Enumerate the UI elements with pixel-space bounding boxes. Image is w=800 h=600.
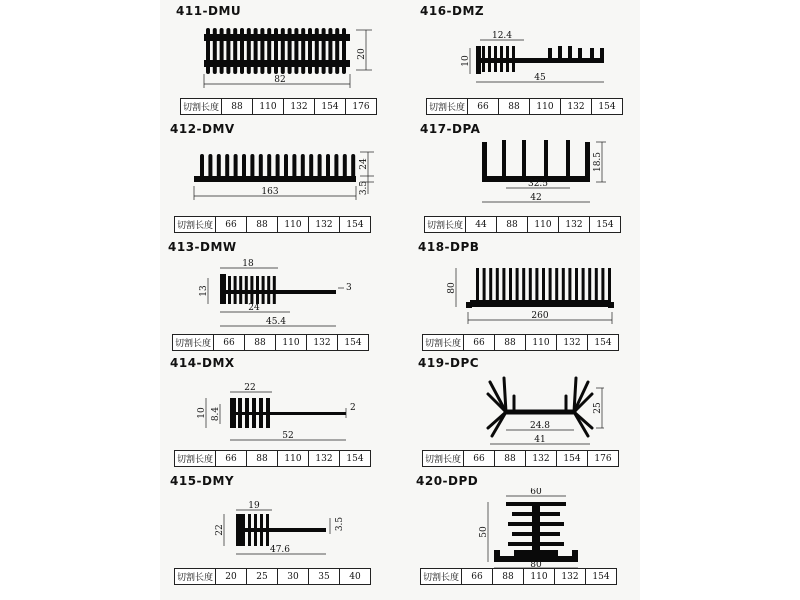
dimension-label: 80 [447,282,457,294]
fin [239,276,242,304]
fin [266,514,269,546]
dimension-label: 163 [261,187,279,197]
fin [315,28,319,74]
cut-length-table [174,568,371,585]
fin [254,514,257,546]
dimension-label: 13 [199,285,209,297]
dimension-label: 24 [248,303,260,313]
fin [260,514,263,546]
fin [234,276,237,304]
fin [256,276,259,304]
cut-length-value: 66 [464,335,495,351]
dimension-label: 3 [346,283,352,293]
cut-length-value: 154 [557,451,588,467]
fin [220,28,224,74]
heatsink-profile-drawing [170,370,410,450]
product-code: 419-DPC [418,356,480,370]
cut-length-label: 切割长度 [423,335,464,351]
fin [266,398,270,428]
fin [247,28,251,74]
fin-array [220,274,336,304]
fin [342,28,346,74]
dimension-label: 24.8 [529,421,551,431]
fin [292,154,296,178]
cut-length-value: 110 [528,217,559,233]
fin [494,46,497,72]
fin [259,398,263,428]
product-418-dpb [418,240,658,358]
fin [245,398,249,428]
cut-length-value: 132 [284,99,315,115]
fin [273,276,276,304]
dimension-label: 22 [215,524,225,536]
cut-length-value: 30 [278,569,309,585]
cut-length-label: 切割长度 [175,569,216,585]
product-420-dpd [416,474,656,592]
product-code: 420-DPD [416,474,479,488]
fin [250,276,253,304]
cut-length-value: 66 [216,217,247,233]
fin [288,28,292,74]
heatsink-profile-drawing [420,18,660,98]
fin [608,268,611,302]
fin [252,398,256,428]
cut-length-label: 切割长度 [175,451,216,467]
cut-length-table [426,98,623,115]
cut-length-value: 154 [340,217,371,233]
fin [274,28,278,74]
fin [509,268,512,302]
dimension-label: 45.4 [265,317,287,327]
cut-length-value: 66 [464,451,495,467]
heatsink-profile-drawing [168,254,408,334]
product-code: 411-DMU [176,4,242,18]
cut-length-value: 66 [216,451,247,467]
fin [326,154,330,178]
fin [242,154,246,178]
fin [588,268,591,302]
cut-length-value: 154 [588,335,619,351]
fin [535,268,538,302]
heatsink-profile-drawing [170,136,410,216]
cut-length-value: 132 [557,335,588,351]
fin [206,28,210,74]
cut-length-value: 20 [216,569,247,585]
cut-length-table [174,216,371,233]
cut-length-value: 66 [468,99,499,115]
fin [496,268,499,302]
fin [506,46,509,72]
cut-length-value: 110 [253,99,284,115]
cut-length-value: 176 [588,451,619,467]
cut-length-table [174,450,371,467]
fin [248,514,251,546]
fin [562,268,565,302]
product-419-dpc [418,356,658,474]
cut-length-value: 110 [276,335,307,351]
heatsink-profile-drawing [418,254,658,334]
product-414-dmx [170,356,410,474]
fin [242,514,245,546]
cut-length-label: 切割长度 [423,451,464,467]
fin [245,276,248,304]
cut-length-value: 132 [309,217,340,233]
product-413-dmw [168,240,408,358]
cut-length-value: 88 [247,217,278,233]
fin [568,268,571,302]
fin [334,154,338,178]
cut-length-table [180,98,377,115]
cut-length-table [424,216,621,233]
product-415-dmy [170,474,410,592]
cut-length-value: 154 [586,569,617,585]
fin [301,28,305,74]
fin [575,268,578,302]
fin [200,154,204,178]
fin [512,46,515,72]
fin [549,268,552,302]
fin [301,154,305,178]
dimension-label: 18.5 [593,151,603,173]
fin [267,154,271,178]
cut-length-value: 88 [497,217,528,233]
fin [294,28,298,74]
fin [276,154,280,178]
cut-length-value: 40 [340,569,371,585]
product-code: 415-DMY [170,474,235,488]
cut-length-value: 110 [526,335,557,351]
cut-length-value: 176 [346,99,377,115]
fin [351,154,355,178]
fin [226,28,230,74]
cut-length-value: 154 [340,451,371,467]
fin [476,268,479,302]
fin [281,28,285,74]
fin [542,268,545,302]
dimension-label: 52 [282,431,294,441]
dimension-label: 24 [359,158,369,170]
product-code: 413-DMW [168,240,237,254]
fin [238,398,242,428]
heatsink-profile-drawing [420,136,660,216]
fin [489,268,492,302]
fin [208,154,212,178]
cut-length-label: 切割长度 [181,99,222,115]
cut-length-value: 88 [499,99,530,115]
fin [529,268,532,302]
fin [240,28,244,74]
dimension-label: 60 [530,488,542,497]
product-code: 418-DPB [418,240,480,254]
cut-length-table [172,334,369,351]
dimension-label: 3.5 [335,516,345,532]
heatsink-profile-drawing [418,370,658,450]
fin [308,28,312,74]
fin-array [194,154,356,182]
fin [217,154,221,178]
cut-length-value: 132 [526,451,557,467]
fin [233,28,237,74]
dimension-label: 50 [479,526,489,538]
dimension-label: 19 [248,501,260,511]
fin [262,276,265,304]
fin [267,276,270,304]
fin-array [230,398,346,428]
cut-length-value: 110 [278,217,309,233]
dimension-label: 47.6 [269,545,291,555]
cut-length-value: 132 [561,99,592,115]
fin-array [236,514,326,546]
cut-length-value: 88 [245,335,276,351]
fin [582,268,585,302]
fin-array [476,46,604,74]
cut-length-value: 88 [247,451,278,467]
fin [228,276,231,304]
fin [225,154,229,178]
cut-length-table [420,568,617,585]
product-411-dmu [176,4,416,122]
dimension-label: 22 [244,383,256,393]
cut-length-value: 154 [590,217,621,233]
product-code: 414-DMX [170,356,235,370]
cut-length-value: 88 [493,569,524,585]
fin [601,268,604,302]
fin [516,268,519,302]
cut-length-value: 154 [338,335,369,351]
heatsink-profile-drawing [170,488,410,568]
cut-length-label: 切割长度 [421,569,462,585]
cut-length-label: 切割长度 [427,99,468,115]
fin [502,268,505,302]
dimension-label: 25 [593,402,603,414]
fin [483,268,486,302]
heatsink-profile-drawing [416,488,656,568]
fin [254,28,258,74]
fin-array [482,140,590,182]
fin [482,46,485,72]
product-412-dmv [170,122,410,240]
cut-length-label: 切割长度 [175,217,216,233]
cut-length-value: 132 [559,217,590,233]
cut-length-value: 66 [462,569,493,585]
product-code: 412-DMV [170,122,235,136]
fin [267,28,271,74]
dimension-label: 2 [350,403,356,413]
fin [328,28,332,74]
dimension-label: 32.5 [527,179,549,189]
heatsink-profile-drawing [176,18,416,98]
fin [284,154,288,178]
fin [260,28,264,74]
cut-length-table [422,334,619,351]
fin [318,154,322,178]
cut-length-value: 88 [495,335,526,351]
fin [213,28,217,74]
cut-length-table [422,450,619,467]
fin [250,154,254,178]
cut-length-value: 110 [278,451,309,467]
dimension-label: 41 [534,435,546,445]
fin [335,28,339,74]
product-code: 417-DPA [420,122,481,136]
fin [595,268,598,302]
fin-array [466,268,614,308]
cut-length-label: 切割长度 [173,335,214,351]
dimension-label: 80 [530,560,542,568]
dimension-label: 45 [534,73,546,83]
cut-length-value: 154 [592,99,623,115]
cut-length-value: 154 [315,99,346,115]
fin [234,154,238,178]
product-417-dpa [420,122,660,240]
dimension-label: 18 [242,259,254,269]
dimension-label: 3.5 [359,180,369,196]
fin [259,154,263,178]
cut-length-value: 88 [222,99,253,115]
dimension-label: 10 [461,55,471,67]
dimension-label: 20 [357,48,367,60]
fin [500,46,503,72]
cut-length-value: 35 [309,569,340,585]
dimension-label: 260 [531,311,549,321]
cut-length-value: 88 [495,451,526,467]
fin [309,154,313,178]
cut-length-value: 44 [466,217,497,233]
product-code: 416-DMZ [420,4,485,18]
cut-length-value: 132 [309,451,340,467]
dimension-label: 12.4 [491,31,513,41]
cut-length-value: 66 [214,335,245,351]
dimension-label: 82 [274,75,286,85]
cut-length-value: 110 [530,99,561,115]
product-416-dmz [420,4,660,122]
dimension-label: 42 [530,193,542,203]
cut-length-value: 110 [524,569,555,585]
fin [522,268,525,302]
dimension-label: 10 [197,407,207,419]
fin [488,46,491,72]
fin [555,268,558,302]
fin-array [494,502,578,562]
cut-length-value: 132 [555,569,586,585]
dimension-label: 8.4 [211,406,221,422]
fin [322,28,326,74]
cut-length-label: 切割长度 [425,217,466,233]
cut-length-value: 25 [247,569,278,585]
fin-array [204,28,350,74]
fin [343,154,347,178]
cut-length-value: 132 [307,335,338,351]
